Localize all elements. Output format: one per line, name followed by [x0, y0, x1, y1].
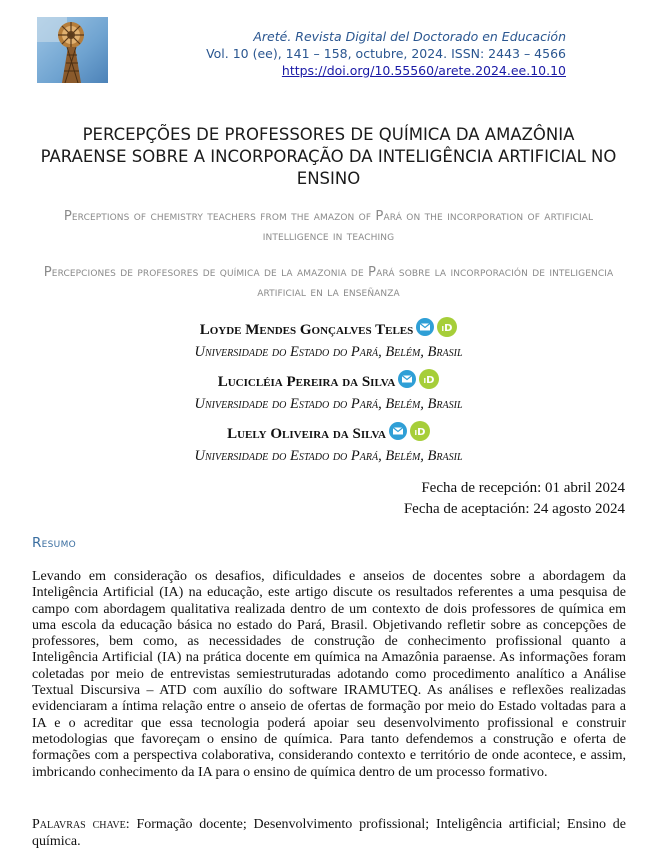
author-name: Loyde Mendes Gonçalves Teles [199, 322, 414, 338]
orcid-icon[interactable] [437, 317, 457, 343]
email-icon[interactable] [389, 422, 407, 446]
author-affiliation: Universidade do Estado do Pará, Belém, Brasil [194, 448, 463, 464]
received-date: Fecha de recepción: 01 abril 2024 [421, 480, 625, 496]
accepted-date: Fecha de aceptación: 24 agosto 2024 [403, 501, 625, 517]
svg-text:iD: iD [441, 323, 453, 334]
author-block [0, 421, 657, 465]
article-dates [404, 478, 625, 520]
email-icon[interactable] [416, 318, 434, 342]
abstract-heading: Resumo [32, 535, 77, 551]
author-block [0, 317, 657, 361]
author-name-line [200, 317, 458, 343]
journal-volume: Vol. 10 (ee), 141 – 158, octubre, 2024. ISSN: 2443 – 4566 [206, 46, 566, 61]
author-name: Luely Oliveira da Silva [227, 426, 386, 442]
keywords [32, 816, 626, 850]
journal-logo [37, 17, 108, 83]
keywords-label: Palavras chave: [32, 817, 130, 832]
keywords-text: Formação docente; Desenvolvimento profissional; Inteligência artificial; Ensino de química. [32, 817, 626, 849]
orcid-icon[interactable] [419, 369, 439, 395]
email-icon[interactable] [398, 370, 416, 394]
title-english: Perceptions of chemistry teachers from the amazon of Pará on the incorporation of artificial intelligence in teaching [63, 209, 594, 244]
author-name-line [218, 369, 440, 395]
article-title: PERCEPÇÕES DE PROFESSORES DE QUÍMICA DA AMAZÔNIA PARAENSE SOBRE A INCORPORAÇÃO DA INTELIGÊNCIA ARTIFICIAL NO ENSINO [40, 125, 617, 188]
author-affiliation: Universidade do Estado do Pará, Belém, Brasil [194, 396, 463, 412]
abstract-text: Levando em consideração os desafios, dificuldades e anseios de docentes sobre a abordagem da Inteligência Artificial (IA) na educação, este artigo discute os resultados referentes a uma pesquisa de campo com abordagem qualitativa realizada dentro de um contexto de dois professores de química em uma escola da educação básica no estado do Pará, Brasil. Objetivando refletir sobre as concepções de professores, bem como, as necessidades de construção de conhecimento profissional quanto a Inteligência Artificial (IA) na prática docente em química na Amazônia paraense. As informações foram coletadas por meio de entrevistas semiestruturadas adotando como procedimento analítico a Análise Textual Discursiva – ATD com auxílio do software IRAMUTEQ. As análises e reflexões realizadas evidenciaram a íntima relação entre o anseio de ofertas de formação por meio do Estado voltadas para a IA e o acreditar que essa tecnologia poderá apoiar seu desenvolvimento profissional e construir metodologias que favoreçam o ensino de química. Para tanto defendemos a construção e oferta de formações com a perspectiva colaborativa, considerando contexto e território de onde acontece, e assim, imbricando conhecimento da IA para o ensino de química dentro de um processo formativo. [32, 569, 626, 780]
author-block [0, 369, 657, 413]
journal-header [206, 28, 566, 79]
orcid-icon[interactable] [410, 421, 430, 447]
svg-text:iD: iD [414, 427, 426, 438]
doi-link[interactable]: https://doi.org/10.55560/arete.2024.ee.10.10 [281, 63, 566, 78]
author-name: Lucicléia Pereira da Silva [217, 374, 396, 390]
svg-text:iD: iD [423, 375, 435, 386]
author-affiliation: Universidade do Estado do Pará, Belém, Brasil [194, 344, 463, 360]
journal-name: Areté. Revista Digital del Doctorado en Educación [253, 29, 566, 44]
title-spanish: Percepciones de profesores de química de la amazonia de Pará sobre la incorporación de inteligencia artificial en la enseñanza [43, 265, 614, 300]
author-name-line [227, 421, 430, 447]
tower-logo-icon [37, 17, 108, 83]
